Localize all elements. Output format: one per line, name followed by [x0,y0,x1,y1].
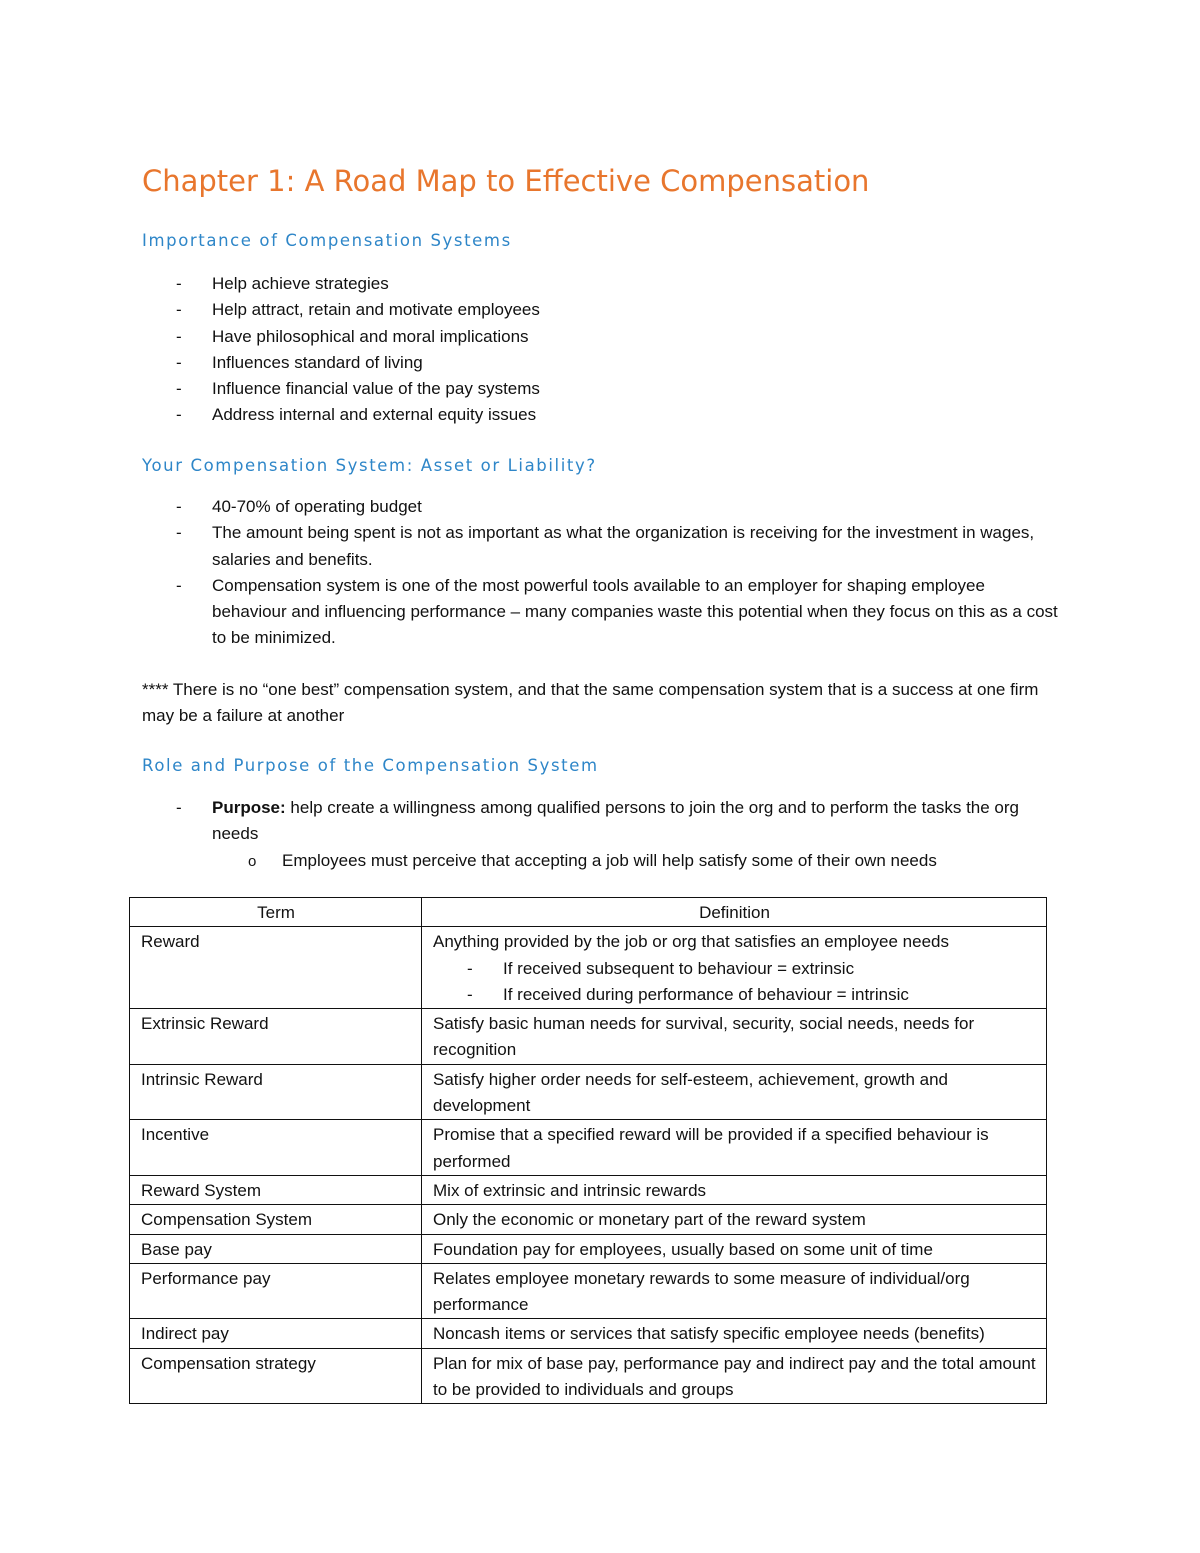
definition-cell: Foundation pay for employees, usually based on some unit of time [422,1234,1047,1263]
table-header-row [130,898,1047,927]
page-title: Chapter 1: A Road Map to Effective Compensation [142,164,870,198]
section-heading-role-purpose: Role and Purpose of the Compensation System [142,756,599,775]
list-item: - Have philosophical and moral implications [142,324,1062,350]
dash-marker: - [176,326,182,346]
dash-marker: - [176,379,182,399]
definition-cell: Relates employee monetary rewards to some measure of individual/org performance [422,1263,1047,1319]
table-row [130,1175,1047,1204]
dash-marker: - [176,497,182,516]
dash-marker: - [176,405,182,425]
table-row [130,1120,1047,1176]
importance-list [142,271,1062,429]
term-cell: Reward [130,927,422,1009]
list-item: - 40-70% of operating budget [142,494,1062,520]
dash-marker: - [176,274,182,293]
table-row [130,1234,1047,1263]
definition-cell: Satisfy basic human needs for survival, security, social needs, needs for recognition [422,1009,1047,1065]
reward-sublist [433,956,1036,1009]
table-row [130,1205,1047,1234]
list-item: - Help attract, retain and motivate employees [142,297,1062,323]
column-header-definition: Definition [422,898,1047,927]
term-cell: Compensation System [130,1205,422,1234]
dash-marker: - [467,958,473,978]
dash-marker: - [467,984,473,1004]
term-cell: Performance pay [130,1263,422,1319]
term-cell: Indirect pay [130,1319,422,1348]
definition-cell: Satisfy higher order needs for self-esteem, achievement, growth and development [422,1064,1047,1120]
list-item: - Help achieve strategies [142,271,1062,297]
term-cell: Reward System [130,1175,422,1204]
column-header-term: Term [130,898,422,927]
term-cell: Base pay [130,1234,422,1263]
dash-marker: - [176,352,182,372]
term-cell: Incentive [130,1120,422,1176]
definition-cell: Mix of extrinsic and intrinsic rewards [422,1175,1047,1204]
dash-marker: - [176,798,182,817]
list-item: - Purpose: help create a willingness among qualified persons to join the org and to perform the tasks the org needs [142,795,1062,848]
circle-marker: o [248,853,257,870]
table-row [130,1009,1047,1065]
table-row [130,1319,1047,1348]
definition-cell: Only the economic or monetary part of the reward system [422,1205,1047,1234]
definition-cell: Promise that a specified reward will be provided if a specified behaviour is performed [422,1120,1047,1176]
table-row [130,1348,1047,1404]
definition-cell: Noncash items or services that satisfy specific employee needs (benefits) [422,1319,1047,1348]
terms-table [129,897,1047,1404]
list-item: - Influence financial value of the pay systems [142,376,1062,402]
section-heading-asset-liability: Your Compensation System: Asset or Liability? [142,456,597,475]
note-paragraph: **** There is no “one best” compensation system, and that the same compensation system that is a success at one firm may be a failure at another [142,680,1039,726]
dash-marker: - [176,300,182,320]
purpose-list [142,795,1062,848]
table-row [130,1064,1047,1120]
asset-liability-list [142,494,1062,652]
term-cell: Extrinsic Reward [130,1009,422,1065]
section-heading-importance: Importance of Compensation Systems [142,231,512,250]
list-item: - Address internal and external equity issues [142,402,1062,428]
definition-cell: Anything provided by the job or org that satisfies an employee needs - If received subsequent to behaviour = extrinsic - If received during performance of behaviour = intrinsic [422,927,1047,1009]
list-item: - The amount being spent is not as important as what the organization is receiving for the investment in wages, salaries and benefits. [142,520,1062,573]
list-item: - Compensation system is one of the most powerful tools available to an employer for shaping employee behaviour and influencing performance – many companies waste this potential when they focus on this as a cost to be minimized. [142,573,1062,652]
table-row [130,927,1047,1009]
list-item: - If received during performance of behaviour = intrinsic [433,982,1036,1008]
table-row [130,1263,1047,1319]
dash-marker: - [176,575,182,595]
list-item: - If received subsequent to behaviour = extrinsic [433,956,1036,982]
term-cell: Compensation strategy [130,1348,422,1404]
term-cell: Intrinsic Reward [130,1064,422,1120]
purpose-label: Purpose: [212,798,286,817]
definition-cell: Plan for mix of base pay, performance pay and indirect pay and the total amount to be provided to individuals and groups [422,1348,1047,1404]
list-item: - Influences standard of living [142,350,1062,376]
sub-list-item: o Employees must perceive that accepting a job will help satisfy some of their own needs [248,848,937,875]
dash-marker: - [176,523,182,543]
